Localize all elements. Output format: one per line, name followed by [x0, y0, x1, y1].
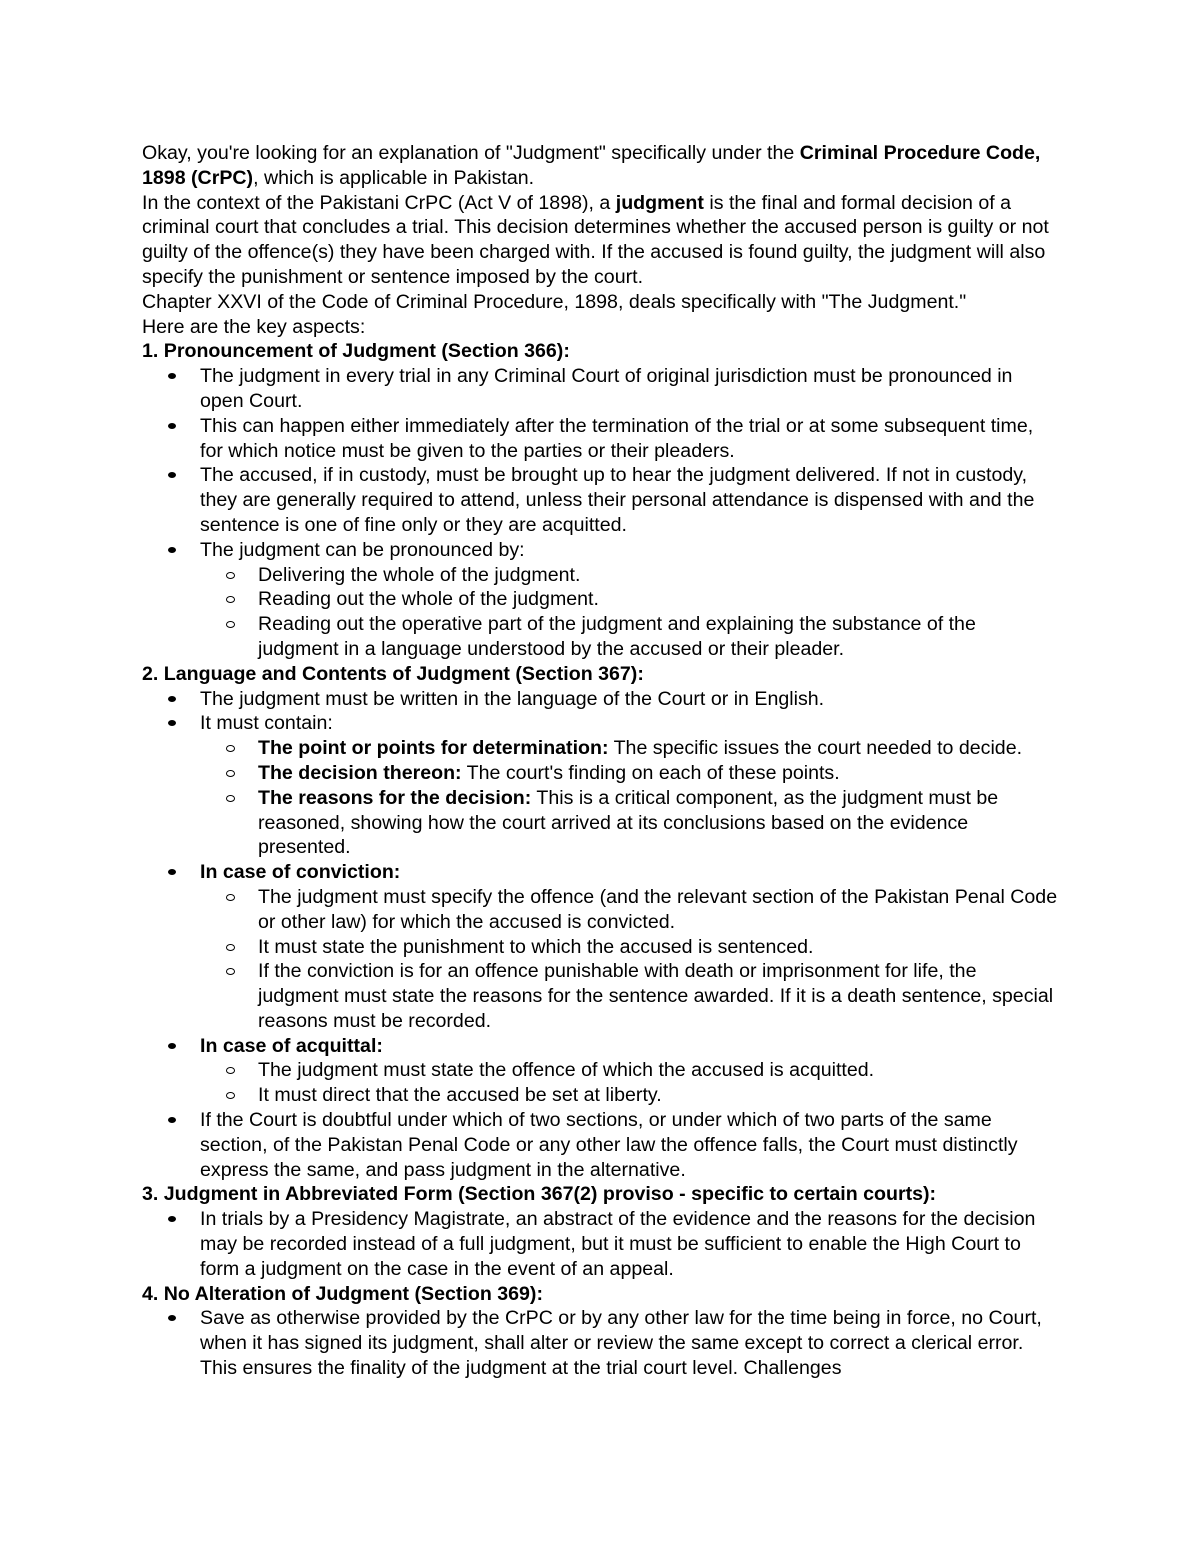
intro-text: , which is applicable in Pakistan. [253, 166, 535, 189]
section-1-heading: 1. Pronouncement of Judgment (Section 366): [142, 340, 570, 363]
section-2-heading: 2. Language and Contents of Judgment (Section 367): [142, 662, 644, 685]
circle-bullet-icon [226, 596, 235, 603]
intro-paragraph-1 [142, 141, 1060, 191]
circle-bullet-icon [226, 894, 235, 901]
section-1-list [142, 364, 1060, 662]
section-4-list [142, 1306, 1060, 1380]
section-2-list [142, 687, 1060, 1183]
bullet-icon [168, 472, 176, 478]
list-item: The judgment can be pronounced by: Delivering the whole of the judgment. Reading out the whole of the judgment. Reading out the operative part of the judgment and explaining the substance of the judgment in a language understood by the accused or their pleader. [142, 538, 1060, 662]
intro-paragraph-2 [142, 191, 1060, 290]
circle-bullet-icon [226, 572, 235, 579]
sub-list-item: Reading out the operative part of the judgment and explaining the substance of the judgment in a language understood by the accused or their pleader. [200, 612, 1060, 662]
intro-paragraph-4: Here are the key aspects: [142, 315, 366, 338]
bullet-icon [168, 373, 176, 379]
bullet-icon [168, 1117, 176, 1123]
list-item: The judgment must be written in the language of the Court or in English. [142, 687, 1060, 712]
section-4-heading: 4. No Alteration of Judgment (Section 369): [142, 1282, 543, 1305]
circle-bullet-icon [226, 1067, 235, 1074]
bullet-icon [168, 869, 176, 875]
intro-bold-term: judgment [615, 191, 704, 214]
circle-bullet-icon [226, 1092, 235, 1099]
circle-bullet-icon [226, 770, 235, 777]
intro-text: is the final and formal decision of a criminal court that concludes a trial. This decision determines whether the accused person is guilty or not guilty of the offence(s) they have been charged with. If the accused is found guilty, the judgment will also specify the punishment or sentence imposed by the court. [142, 191, 1049, 288]
bullet-icon [168, 1315, 176, 1321]
list-item: In case of conviction: The judgment must specify the offence (and the relevant section of the Pakistan Penal Code or other law) for which the accused is convicted. It must state the punishment to which the accused is sentenced. If the conviction is for an offence punishable with death or imprisonment for life, the judgment must state the reasons for the sentence awarded. If it is a death sentence, special reasons must be recorded. [142, 860, 1060, 1034]
section-3-list [142, 1207, 1060, 1281]
bullet-icon [168, 720, 176, 726]
sub-list [200, 1058, 1060, 1108]
circle-bullet-icon [226, 968, 235, 975]
list-item: Save as otherwise provided by the CrPC or by any other law for the time being in force, no Court, when it has signed its judgment, shall alter or review the same except to correct a clerical error. This ensures the finality of the judgment at the trial court level. Challenges [142, 1306, 1060, 1380]
circle-bullet-icon [226, 795, 235, 802]
bullet-icon [168, 1216, 176, 1222]
list-item: This can happen either immediately after the termination of the trial or at some subsequent time, for which notice must be given to the parties or their pleaders. [142, 414, 1060, 464]
circle-bullet-icon [226, 944, 235, 951]
circle-bullet-icon [226, 621, 235, 628]
circle-bullet-icon [226, 745, 235, 752]
sub-list [200, 563, 1060, 662]
sub-list-item: The judgment must state the offence of which the accused is acquitted. [200, 1058, 1060, 1083]
intro-text: Okay, you're looking for an explanation of "Judgment" specifically under the [142, 142, 800, 164]
sub-list-item: If the conviction is for an offence punishable with death or imprisonment for life, the judgment must state the reasons for the sentence awarded. If it is a death sentence, special reasons must be recorded. [200, 959, 1060, 1033]
sub-list-item: The judgment must specify the offence (and the relevant section of the Pakistan Penal Code or other law) for which the accused is convicted. [200, 885, 1060, 935]
list-item: It must contain: The point or points for determination: The specific issues the court needed to decide. The decision thereon: The court's finding on each of these points. The reasons for the decision: This is a critical component, as the judgment must be reasoned, showing how the court arrived at its conclusions based on the evidence presented. [142, 711, 1060, 860]
sub-list-item: It must direct that the accused be set at liberty. [200, 1083, 1060, 1108]
bullet-icon [168, 423, 176, 429]
bullet-icon [168, 1043, 176, 1049]
list-item: In case of acquittal: The judgment must state the offence of which the accused is acquitted. It must direct that the accused be set at liberty. [142, 1034, 1060, 1108]
sub-list-item: Delivering the whole of the judgment. [200, 563, 1060, 588]
sub-list-item: Reading out the whole of the judgment. [200, 587, 1060, 612]
sub-list [200, 736, 1060, 860]
sub-list-item: The point or points for determination: The specific issues the court needed to decide. [200, 736, 1060, 761]
list-item: In trials by a Presidency Magistrate, an abstract of the evidence and the reasons for the decision may be recorded instead of a full judgment, but it must be sufficient to enable the High Court to form a judgment on the case in the event of an appeal. [142, 1207, 1060, 1281]
intro-text: In the context of the Pakistani CrPC (Act V of 1898), a [142, 191, 616, 214]
sub-list-item: It must state the punishment to which the accused is sentenced. [200, 935, 1060, 960]
list-item: If the Court is doubtful under which of two sections, or under which of two parts of the same section, of the Pakistan Penal Code or any other law the offence falls, the Court must distinctly express the same, and pass judgment in the alternative. [142, 1108, 1060, 1182]
sub-list-item: The decision thereon: The court's finding on each of these points. [200, 761, 1060, 786]
list-item: The accused, if in custody, must be brought up to hear the judgment delivered. If not in custody, they are generally required to attend, unless their personal attendance is dispensed with and the sentence is one of fine only or they are acquitted. [142, 463, 1060, 537]
sub-list-item: The reasons for the decision: This is a critical component, as the judgment must be reasoned, showing how the court arrived at its conclusions based on the evidence presented. [200, 786, 1060, 860]
bullet-icon [168, 547, 176, 553]
sub-list [200, 885, 1060, 1034]
intro-paragraph-3: Chapter XXVI of the Code of Criminal Procedure, 1898, deals specifically with "The Judgment." [142, 290, 967, 313]
bullet-icon [168, 696, 176, 702]
intro-bold-term: Criminal Procedure Code, 1898 (CrPC) [142, 142, 1041, 189]
list-item: The judgment in every trial in any Criminal Court of original jurisdiction must be pronounced in open Court. [142, 364, 1060, 414]
section-3-heading: 3. Judgment in Abbreviated Form (Section 367(2) proviso - specific to certain courts): [142, 1183, 937, 1206]
